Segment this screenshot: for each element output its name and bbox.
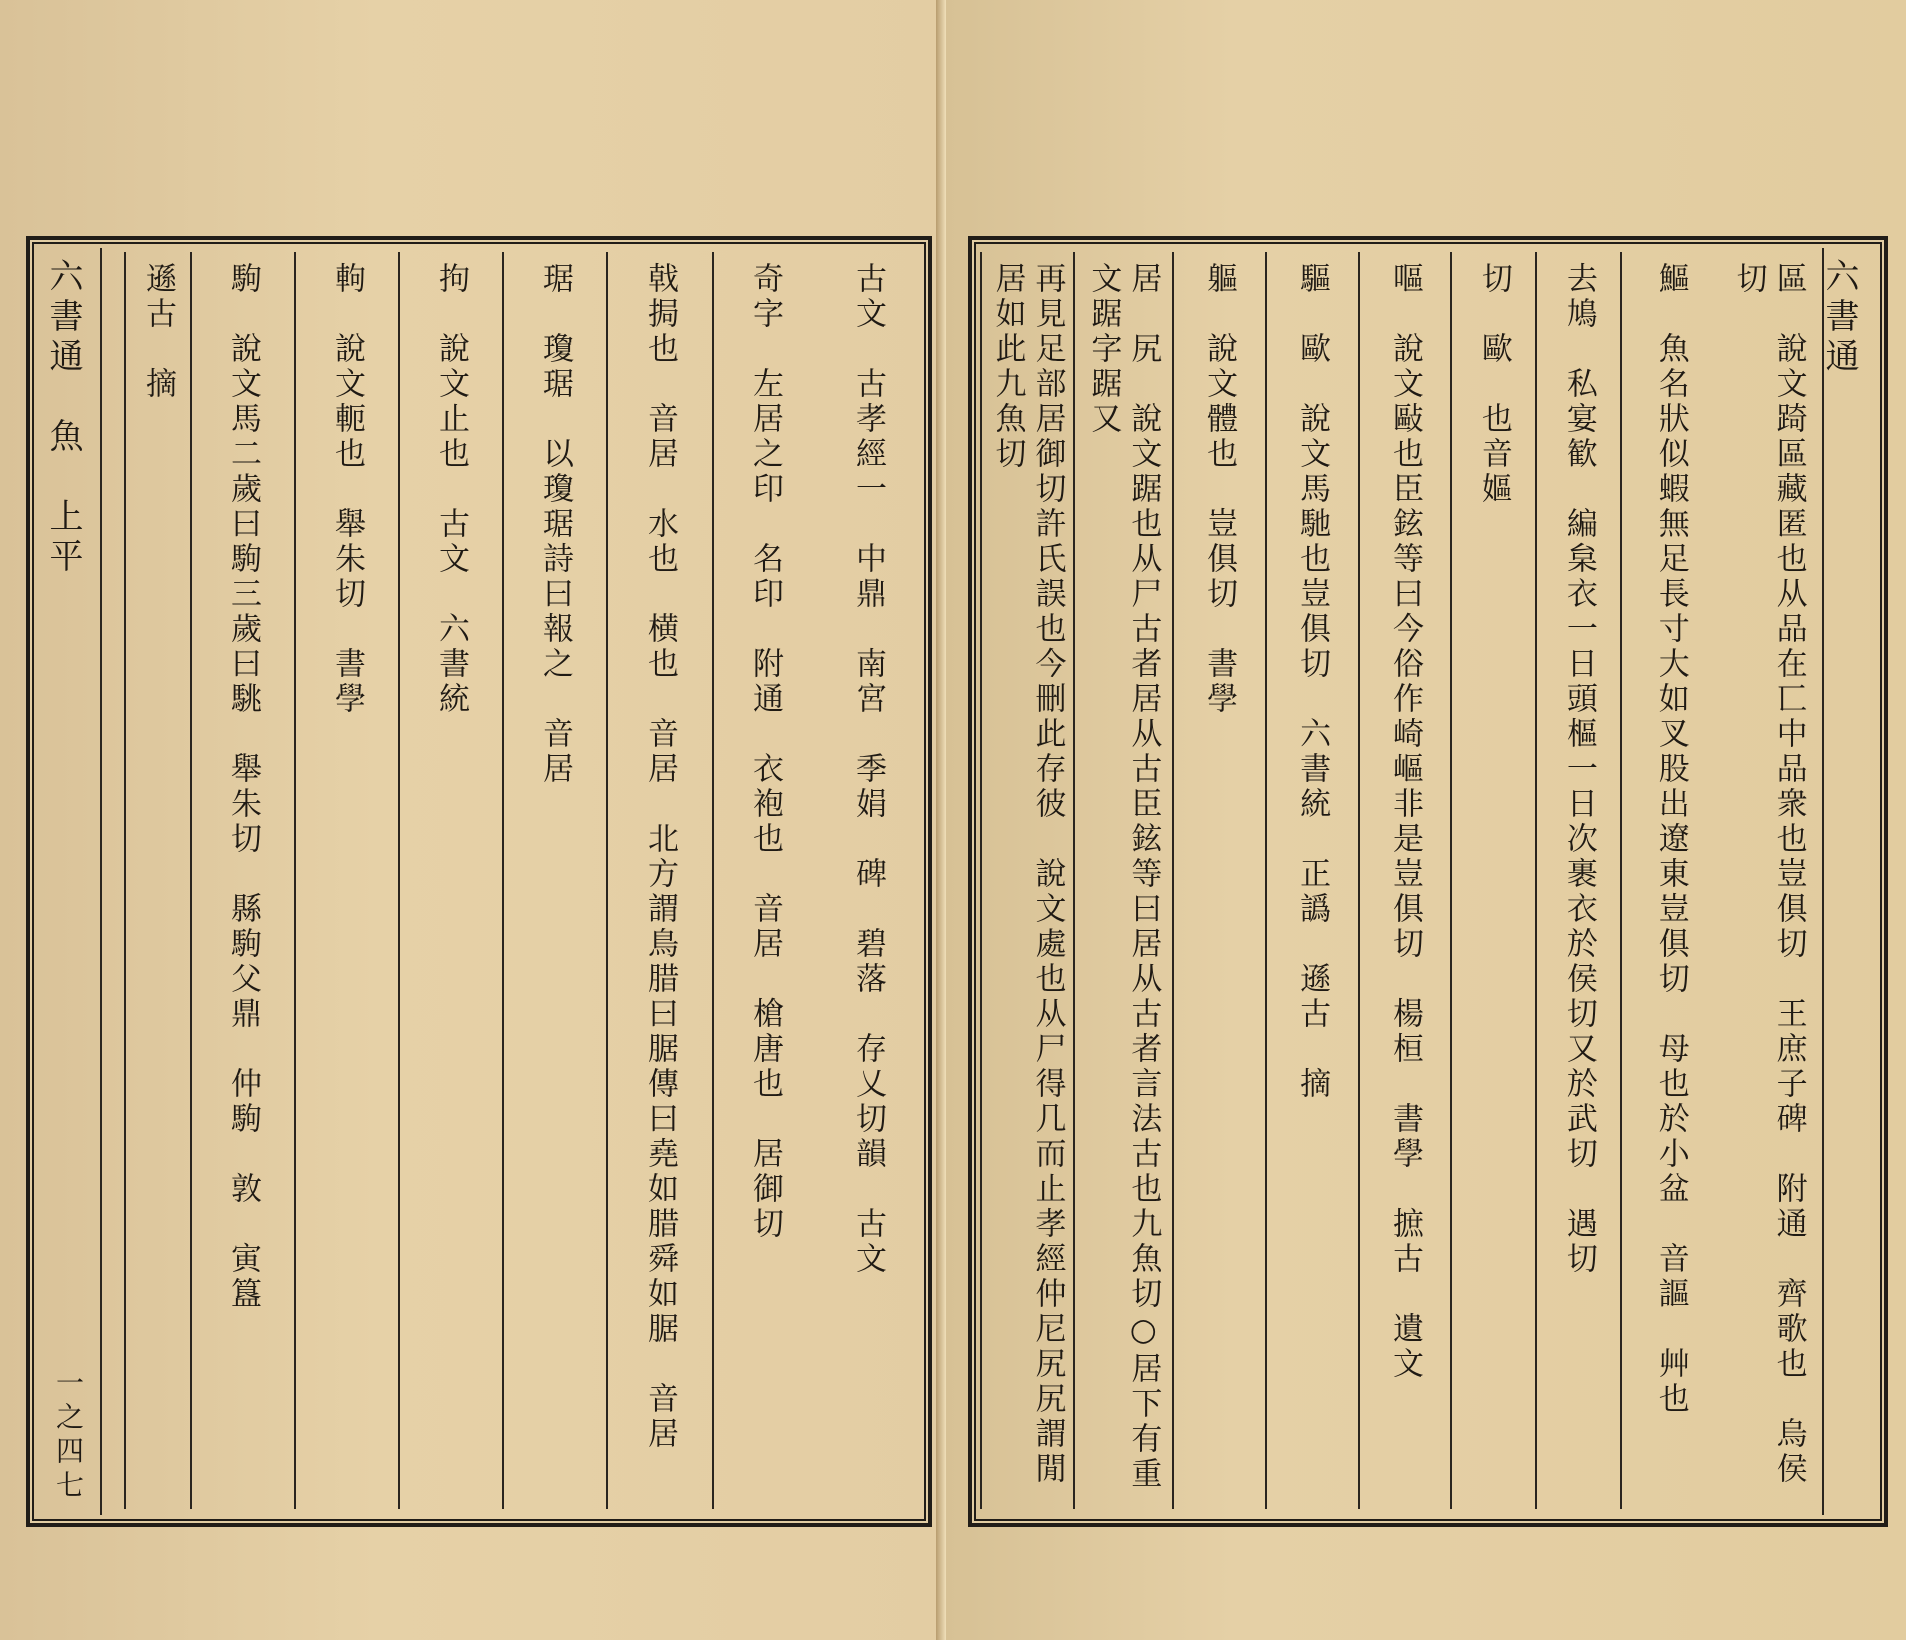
- column: 琚 瓊琚 以瓊琚詩曰報之 音居: [502, 252, 606, 1509]
- column: 切 歐 也音嫗: [1450, 252, 1535, 1509]
- column: 再見足部居御切許氏誤也今刪此存彼 說文處也从尸得几而止孝經仲尼尻尻謂閒居如此九魚切: [980, 252, 1073, 1509]
- column: 戟挶也 音居 水也 横也 音居 北方謂鳥腊曰腒傳曰堯如腊舜如腒 音居: [606, 252, 712, 1509]
- column: 軀 說文體也 豈俱切 書學: [1172, 252, 1265, 1509]
- left-columns: [114, 252, 920, 1509]
- column: 拘 說文止也 古文 六書統: [398, 252, 502, 1509]
- right-band: [1819, 248, 1876, 1515]
- column: 奇字 左居之印 名印 附通 衣袍也 音居 槍唐也 居御切: [712, 252, 816, 1509]
- column: 居 尻 說文踞也从尸古者居从古臣鉉等曰居从古者言法古也九魚切○居下有重文踞字踞又: [1073, 252, 1172, 1509]
- folio: 一之四七: [52, 1368, 85, 1504]
- left-page: [0, 0, 946, 1640]
- left-frame: [26, 236, 932, 1527]
- band-title: 六書通: [1819, 258, 1859, 378]
- column: 去鳩 私宴歓 編枲衣一日頭樞一日次裹衣於侯切又於武切 遇切: [1535, 252, 1620, 1509]
- column: 區 說文踦區藏匿也从品在匸中品衆也豈俱切 王庶子碑 附通 齊歌也 烏侯切: [1730, 262, 1807, 1487]
- column: 嘔 說文敺也臣鉉等曰今俗作崎嶇非是豈俱切 楊桓 書學 摭古 遺文: [1358, 252, 1451, 1509]
- band-title: 六書通 魚 上平: [43, 258, 83, 578]
- right-frame: [968, 236, 1888, 1527]
- column: 軥 說文軛也 舉朱切 書學: [294, 252, 398, 1509]
- column: 駒 說文馬二歲曰駒三歲曰駣 舉朱切 縣駒父鼎 仲駒 敦 寅簋: [190, 252, 294, 1509]
- column: 古文 古孝經一 中鼎 南宮 季娟 碑 碧落 存乂切韻 古文: [850, 262, 886, 1277]
- right-page: [946, 0, 1906, 1640]
- column: 鰸 魚名狀似蝦無足長寸大如叉股出遼東豈俱切 母也於小盆 音謳 艸也: [1620, 252, 1719, 1509]
- column: 遜古 摘: [124, 252, 190, 1509]
- left-band: [38, 248, 102, 1515]
- right-columns: [980, 252, 1818, 1509]
- column: 驅 歐 說文馬馳也豈俱切 六書統 正譌 遜古 摘: [1265, 252, 1358, 1509]
